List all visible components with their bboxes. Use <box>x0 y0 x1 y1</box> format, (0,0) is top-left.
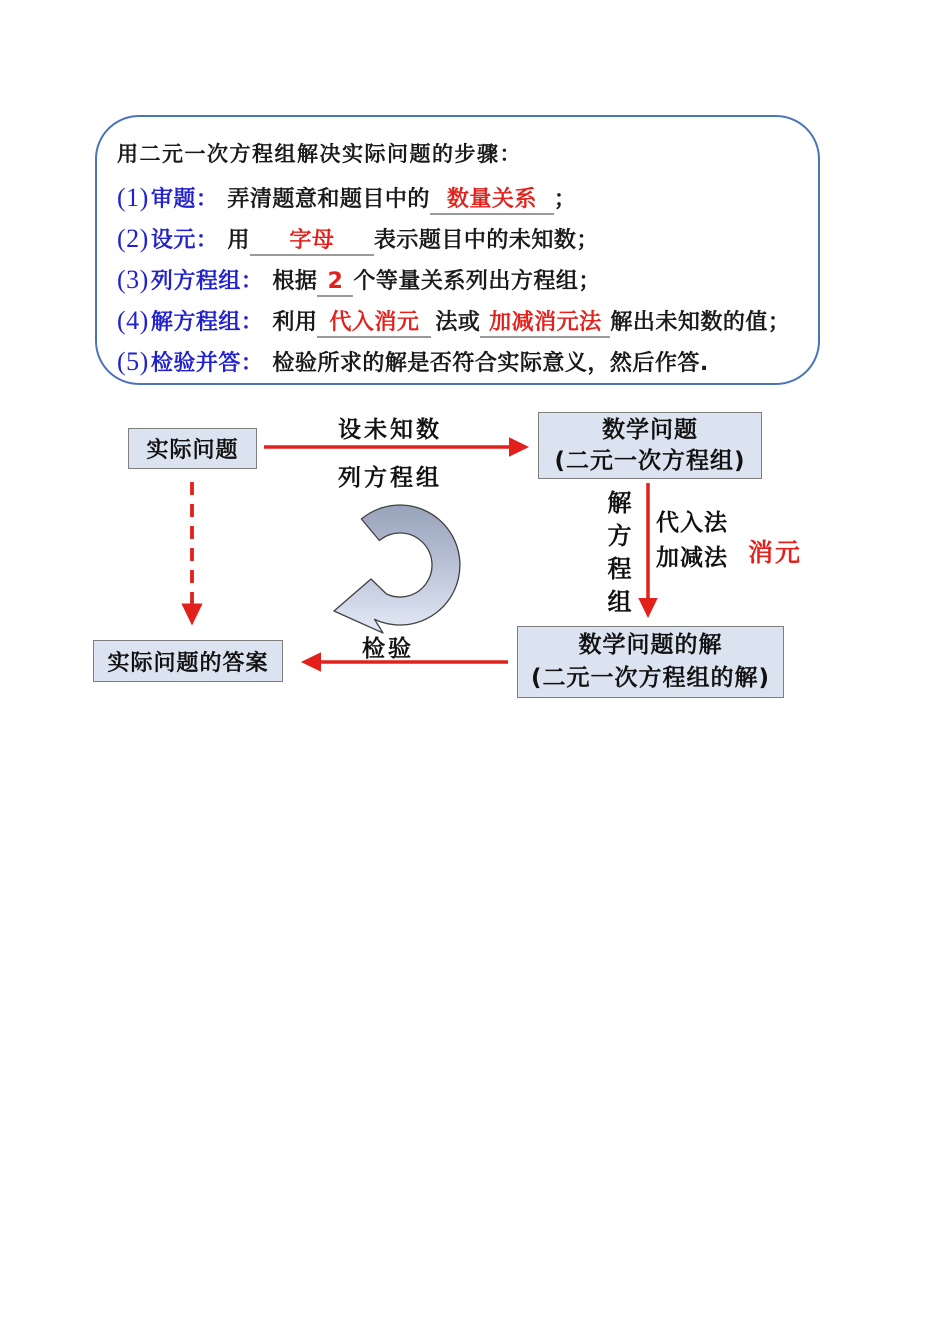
steps-box <box>95 115 820 385</box>
step-5-text: 检验所求的解是否符合实际意义，然后作答. <box>272 351 709 376</box>
box-real-answer <box>93 640 283 682</box>
step-3-number: (3) <box>117 265 149 294</box>
label-methods <box>656 506 728 576</box>
step-2-label: 设元 <box>150 228 196 253</box>
box-math-solution <box>517 626 784 698</box>
box-real-problem-label: 实际问题 <box>146 438 239 463</box>
label-set-unknowns: 设未知数 <box>338 417 442 443</box>
step-4-blank-substitution: 代入消元 <box>317 309 431 338</box>
box-real-problem <box>128 428 257 469</box>
step-3-label: 列方程组 <box>150 269 241 294</box>
label-check: 检验 <box>362 636 414 662</box>
step-1-label: 审题 <box>150 187 196 212</box>
box-math-problem <box>538 412 762 479</box>
step-1-punct: ； <box>553 187 577 212</box>
step-1-blank-quantity-relation: 数量关系 <box>430 186 554 215</box>
step-5-colon: ： <box>240 351 264 376</box>
label-solve-system: 解方程组 <box>603 490 631 622</box>
step-2-number: (2) <box>117 224 149 253</box>
step-2 <box>117 224 800 254</box>
box-math-solution-line1: 数学问题的解 <box>578 632 723 658</box>
step-2-blank-letters: 字母 <box>250 227 374 256</box>
step-2-text: 用 <box>227 228 250 253</box>
step-4-text-mid: 法或 <box>435 310 481 335</box>
step-4 <box>117 306 800 336</box>
step-4-blank-addition-subtraction: 加减消元法 <box>480 309 610 338</box>
label-substitution-method: 代入法 <box>656 510 728 536</box>
box-math-problem-line2: (二元一次方程组) <box>554 447 746 474</box>
curved-arrow-icon <box>334 505 460 633</box>
step-5 <box>117 347 800 377</box>
box-real-answer-label: 实际问题的答案 <box>107 650 269 676</box>
step-3 <box>117 265 800 295</box>
step-3-blank-count: 2 <box>317 268 353 297</box>
step-4-colon: ： <box>240 310 264 335</box>
label-addition-subtraction-method: 加减法 <box>656 545 728 571</box>
step-4-text: 利用 <box>272 310 318 335</box>
step-2-text-post: 表示题目中的未知数； <box>373 228 599 253</box>
step-1-colon: ： <box>195 187 219 212</box>
step-4-label: 解方程组 <box>150 310 241 335</box>
label-list-equations: 列方程组 <box>338 465 442 491</box>
step-3-colon: ： <box>240 269 264 294</box>
label-elimination: 消元 <box>748 538 803 567</box>
box-math-solution-line2: (二元一次方程组的解) <box>530 665 771 691</box>
step-2-colon: ： <box>195 228 219 253</box>
step-3-text: 根据 <box>272 269 318 294</box>
step-5-label: 检验并答 <box>150 351 241 376</box>
step-1-text: 弄清题意和题目中的 <box>227 187 430 212</box>
step-1 <box>117 183 800 213</box>
step-4-number: (4) <box>117 306 149 335</box>
step-5-number: (5) <box>117 347 149 376</box>
step-4-text-post: 解出未知数的值； <box>610 310 791 335</box>
step-1-number: (1) <box>117 183 149 212</box>
box-math-problem-line1: 数学问题 <box>602 416 698 443</box>
step-3-text-post: 个等量关系列出方程组； <box>353 269 601 294</box>
steps-title: 用二元一次方程组解决实际问题的步骤： <box>117 142 522 166</box>
